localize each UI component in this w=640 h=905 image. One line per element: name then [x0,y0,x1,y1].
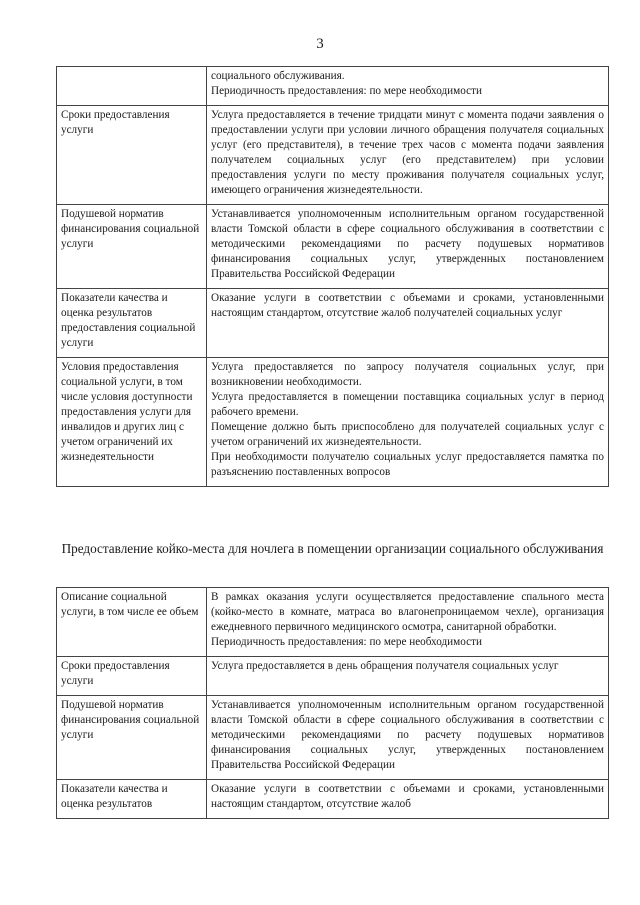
paragraph: Услуга предоставляется в день обращения получателя социальных услуг [211,660,559,672]
paragraph: В рамках оказания услуги осуществляется предоставление спального места (койко-место в комнате, матраса во влагонепроницаемом чехле), организация ежедневного первичного медицинского осмотра, санитарной обработки. [211,591,604,633]
row-value [207,657,609,696]
paragraph: Периодичность предоставления: по мере необходимости [211,636,482,648]
paragraph: Оказание услуги в соответствии с объемами и сроками, установленными настоящим стандартом, отсутствие жалоб [211,783,604,810]
row-value [207,205,609,289]
table-row [57,67,609,106]
row-label: Подушевой норматив финансирования социальной услуги [57,696,207,780]
row-label: Показатели качества и оценка результатов [57,780,207,819]
paragraph: Периодичность предоставления: по мере необходимости [211,85,482,97]
row-value [207,289,609,358]
paragraph: Услуга предоставляется в течение тридцати минут с момента подачи заявления о предоставлении услуги при условии личного обращения получателя социальных услуг (его представителя), в течение трех часов с момента подачи заявления получателем социальных услуг (его представителем) при условии предоставления услуги по месту проживания получателя социальных услуг, имеющего ограничения жизнедеятельности. [211,109,604,196]
paragraph: Устанавливается уполномоченным исполнительным органом государственной власти Томской области в сфере социального обслуживания в соответствии с методическими рекомендациями по расчету подушевых нормативов финансирования социальных услуг, утвержденных постановлением Правительства Российской Федерации [211,208,604,280]
table-row [57,289,609,358]
row-value [207,67,609,106]
row-label: Описание социальной услуги, в том числе ее объем [57,588,207,657]
page-number: 3 [316,36,324,52]
paragraph: Услуга предоставляется по запросу получателя социальных услуг, при возникновении необходимости. [211,361,604,388]
section-heading: Предоставление койко-места для ночлега в помещении организации социального обслуживания [61,541,604,556]
table-row [57,205,609,289]
row-label [57,67,207,106]
paragraph: При необходимости получателю социальных услуг предоставляется памятка по разъяснению поставленных вопросов [211,451,604,478]
row-value [207,780,609,819]
table-row [57,780,609,819]
row-label: Сроки предоставления услуги [57,106,207,205]
row-value [207,106,609,205]
table-row [57,358,609,487]
row-label: Сроки предоставления услуги [57,657,207,696]
row-value [207,696,609,780]
service-table-1 [56,66,609,487]
table-row [57,106,609,205]
table-row [57,696,609,780]
table-row [57,657,609,696]
paragraph: социального обслуживания. [211,70,345,82]
row-label: Условия предоставления социальной услуги, в том числе условия доступности предоставления услуги для инвалидов и других лиц с учетом ограничений их жизнедеятельности [57,358,207,487]
row-value [207,588,609,657]
paragraph: Устанавливается уполномоченным исполнительным органом государственной власти Томской области в сфере социального обслуживания в соответствии с методическими рекомендациями по расчету подушевых нормативов финансирования социальных услуг, утвержденных постановлением Правительства Российской Федерации [211,699,604,771]
table-row [57,588,609,657]
row-label: Показатели качества и оценка результатов предоставления социальной услуги [57,289,207,358]
paragraph: Помещение должно быть приспособлено для получателей социальных услуг с учетом ограничений их жизнедеятельности. [211,421,604,448]
paragraph: Услуга предоставляется в помещении поставщика социальных услуг в период рабочего времени. [211,391,604,418]
row-value [207,358,609,487]
paragraph: Оказание услуги в соответствии с объемами и сроками, установленными настоящим стандартом, отсутствие жалоб получателей социальных услуг [211,292,604,319]
row-label: Подушевой норматив финансирования социальной услуги [57,205,207,289]
service-table-2 [56,587,609,819]
